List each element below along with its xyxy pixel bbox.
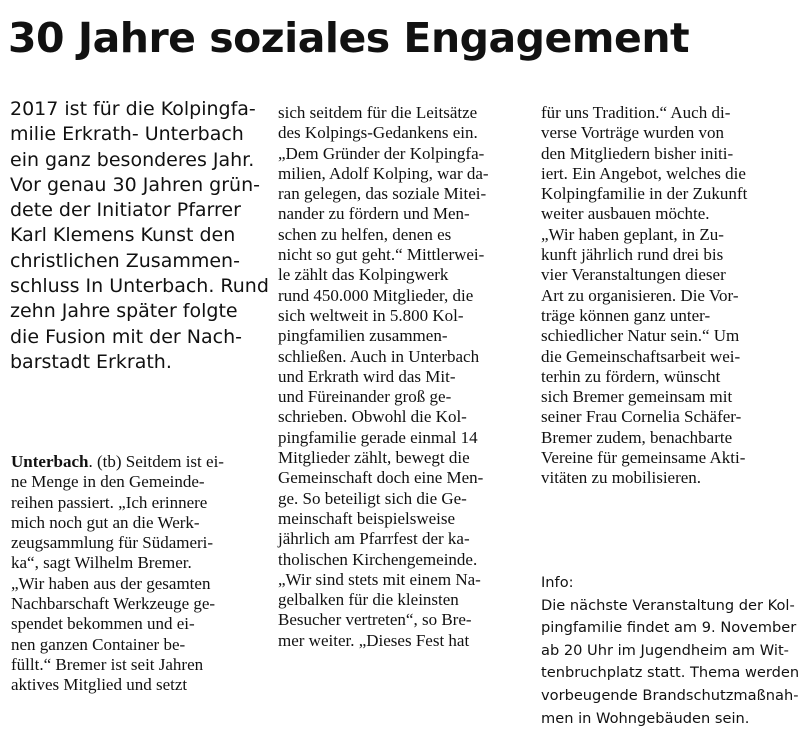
body-line: nicht so gut geht.“ Mittlerwei- xyxy=(278,245,485,265)
body-line: ge. So beteiligt sich die Ge- xyxy=(278,488,467,508)
body-line: sich Bremer gemeinsam mit xyxy=(541,387,733,407)
info-line: Die nächste Veranstaltung der Kol- xyxy=(541,596,795,614)
body-line: weiter ausbauen möchte. xyxy=(541,204,710,224)
body-line: schiedlicher Natur sein.“ Um xyxy=(541,326,740,346)
body-line: ne Menge in den Gemeinde- xyxy=(11,472,205,492)
body-line: schließen. Auch in Unterbach xyxy=(278,346,480,366)
body-line: pingfamilie gerade einmal 14 xyxy=(278,427,478,447)
body-line: gelbalken für die kleinsten xyxy=(278,590,459,610)
body-line: „Dem Gründer der Kolpingfa- xyxy=(278,143,485,163)
body-line: mich noch gut an die Werk- xyxy=(11,512,200,532)
body-line: jährlich am Pfarrfest der ka- xyxy=(278,529,470,549)
lead-line: zehn Jahre später folgte xyxy=(10,300,238,323)
body-line: für uns Tradition.“ Auch di- xyxy=(541,103,731,122)
info-line: men in Wohngebäuden sein. xyxy=(541,709,750,727)
body-line: Mitglieder zählt, bewegt die xyxy=(278,448,470,468)
lead-line: schluss In Unterbach. Rund xyxy=(10,275,269,298)
lead-line: Karl Klemens Kunst den xyxy=(10,224,236,247)
dateline-kicker: Unterbach xyxy=(11,452,89,471)
body-line: le zählt das Kolpingwerk xyxy=(278,265,449,285)
article-lead xyxy=(10,97,270,375)
lead-line: barstadt Erkrath. xyxy=(10,350,172,373)
body-line: reihen passiert. „Ich erinnere xyxy=(11,492,208,512)
body-line: die Gemeinschaftsarbeit wei- xyxy=(541,346,741,366)
body-column-1 xyxy=(11,452,267,696)
body-line: füllt.“ Bremer ist seit Jahren xyxy=(11,654,204,674)
body-line: nander zu fördern und Men- xyxy=(278,204,470,224)
article-headline: 30 Jahre soziales Engagement xyxy=(8,14,690,62)
body-line: rund 450.000 Mitglieder, die xyxy=(278,285,474,305)
info-box xyxy=(541,572,801,730)
body-line: „Wir haben geplant, in Zu- xyxy=(541,224,724,244)
body-line: meinschaft beispielsweise xyxy=(278,508,456,528)
body-line: aktives Mitglied und setzt xyxy=(11,675,188,695)
info-line: ab 20 Uhr im Jugendheim am Wit- xyxy=(541,641,789,659)
body-line: ran gelegen, das soziale Mitei- xyxy=(278,184,487,204)
lead-line: christlichen Zusammen- xyxy=(10,249,240,272)
body-line: sich weltweit in 5.800 Kol- xyxy=(278,305,464,325)
info-line: vorbeugende Brandschutzmaßnah- xyxy=(541,686,799,704)
body-line: pingfamilien zusammen- xyxy=(278,326,448,346)
body-line: Besucher vertreten“, so Bre- xyxy=(278,610,472,630)
body-line: sich seitdem für die Leitsätze xyxy=(278,103,478,122)
body-line: den Mitgliedern bisher initi- xyxy=(541,143,734,163)
body-line: Nachbarschaft Werkzeuge ge- xyxy=(11,594,216,614)
body-line xyxy=(11,452,267,472)
body-line: nen ganzen Container be- xyxy=(11,634,186,654)
body-column-3 xyxy=(541,103,801,489)
info-line: pingfamilie findet am 9. November xyxy=(541,619,797,637)
body-line: tholischen Kirchengemeinde. xyxy=(278,549,478,569)
lead-line: 2017 ist für die Kolpingfa- xyxy=(10,98,256,120)
body-line: mer weiter. „Dieses Fest hat xyxy=(278,630,470,650)
lead-line: milie Erkrath- Unterbach xyxy=(10,123,244,146)
body-column-2 xyxy=(278,103,534,651)
body-line: Art zu organisieren. Die Vor- xyxy=(541,285,739,305)
body-line: Kolpingfamilie in der Zukunft xyxy=(541,184,748,204)
body-line: vitäten zu mobilisieren. xyxy=(541,468,702,488)
body-line: terhin zu fördern, wünscht xyxy=(541,366,721,386)
body-line: kunft jährlich rund drei bis xyxy=(541,245,724,265)
body-line: und Füreinander groß ge- xyxy=(278,387,452,407)
body-line: ka“, sagt Wilhelm Bremer. xyxy=(11,553,192,573)
body-line: milien, Adolf Kolping, war da- xyxy=(278,163,489,183)
lead-line: Vor genau 30 Jahren grün- xyxy=(10,173,260,196)
body-line: iert. Ein Angebot, welches die xyxy=(541,163,746,183)
body-line: zeugsammlung für Südameri- xyxy=(11,533,214,553)
body-line: spendet bekommen und ei- xyxy=(11,614,195,634)
body-line: des Kolpings-Gedankens ein. xyxy=(278,123,478,143)
info-label: Info: xyxy=(541,574,574,591)
body-line: träge können ganz unter- xyxy=(541,305,711,325)
lead-line: die Fusion mit der Nach- xyxy=(10,325,242,348)
body-line: Gemeinschaft doch eine Men- xyxy=(278,468,484,488)
body-line: „Wir haben aus der gesamten xyxy=(11,573,211,593)
info-line: tenbruchplatz statt. Thema werden xyxy=(541,664,800,682)
body-line: vier Veranstaltungen dieser xyxy=(541,265,726,285)
dateline-rest: . (tb) Seitdem ist ei- xyxy=(88,452,224,471)
body-line: Bremer zudem, benachbarte xyxy=(541,427,733,447)
body-line: verse Vorträge wurden von xyxy=(541,123,725,143)
lead-line: dete der Initiator Pfarrer xyxy=(10,199,241,222)
lead-line: ein ganz besonderes Jahr. xyxy=(10,148,255,171)
body-line: schrieben. Obwohl die Kol- xyxy=(278,407,467,427)
body-line: „Wir sind stets mit einem Na- xyxy=(278,569,481,589)
body-line: Vereine für gemeinsame Akti- xyxy=(541,448,746,468)
body-line: und Erkrath wird das Mit- xyxy=(278,366,456,386)
body-line: schen zu helfen, denen es xyxy=(278,224,452,244)
body-line: seiner Frau Cornelia Schäfer- xyxy=(541,407,742,427)
